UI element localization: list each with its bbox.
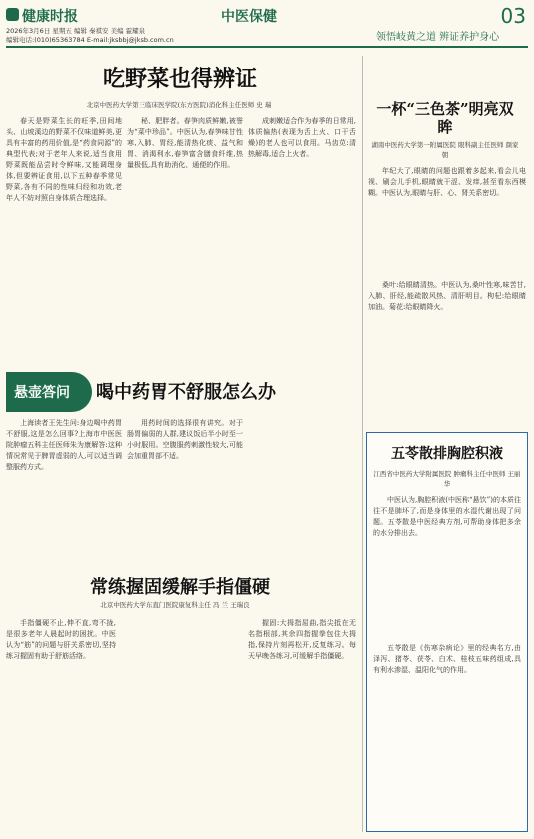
sidebar-top-text: 年纪大了,眼睛的问题也跟着多起来,看会儿电视、刷会儿手机,眼睛就干涩、发痒,甚至看东西模糊。中医认为,眼睛与肝、心、肾关系密切。 xyxy=(368,167,526,197)
contact-line: 编辑电话:(010)65363784 E-mail:jksbbj@jksb.com.cn xyxy=(6,36,174,44)
main-article-col1: 春天是野菜生长的旺季,田间地头、山坡溪边的野菜不仅味道鲜美,更具有丰富的药用价值,是“药食同源”的典型代表;对于老年人来说,适当食用野菜既能品尝时令鲜味,又能调理身体,但要辨证食用,以下五种春季常见野菜,各有不同的性味归经和功效,老年人不妨对照自身体质合理选择。 xyxy=(6,117,122,202)
qa-tag xyxy=(6,372,92,412)
qa-col1: 上海读者王先生问:身边喝中药胃不舒服,这是怎么回事?上海市中医医院肿瘤五科主任医师朱为康解答:这种情况常见于脾胃虚弱的人,可以适当调整服药方式。 xyxy=(6,419,122,471)
qa-tag-label: 悬壶答问 xyxy=(14,385,70,401)
page-number: 03 xyxy=(500,4,526,28)
fitness-byline: 北京中医药大学东直门医院康复科主任 冯 兰 王瑞良 xyxy=(100,601,250,609)
sidebar-bottom-text2: 五苓散是《伤寒杂病论》里的经典名方,由泽泻、猪苓、茯苓、白术、桂枝五味药组成,具有利水渗湿、温阳化气的作用。 xyxy=(373,644,521,674)
section-name: 中医保健 xyxy=(221,9,277,25)
header-rule xyxy=(6,46,528,48)
main-article-byline: 北京中医药大学第三临床医学院(东方医院)消化科主任医师 史 瑞 xyxy=(86,101,272,109)
sidebar-top-byline: 湖南中医药大学第一附属医院 眼科副主任医师 颜家朝 xyxy=(371,141,519,159)
fitness-col1: 手指僵硬不止,伸不直,弯不拢,是很多老年人晨起时的困扰。中医认为“筋”的问题与肝关系密切,坚持练习握固有助于舒筋活络。 xyxy=(6,619,116,660)
main-article-title: 吃野菜也得辨证 xyxy=(102,66,257,92)
sidebar-bottom-title: 五苓散排胸腔积液 xyxy=(391,446,503,462)
main-article-col3: 成刺嫩适合作为春季的日常用,体质偏热(表现为舌上火、口干舌燥)的老人也可以食用。马齿苋:清热解毒,适合上火者。 xyxy=(248,117,356,158)
sidebar-bottom-box xyxy=(366,432,528,832)
date-line: 2026年3月6日 星期五 编辑 秦祺安 美编 霍耀泉 xyxy=(6,27,146,35)
sidebar-bottom-byline: 江西省中医药大学附属医院 肿瘤科主任中医师 王丽华 xyxy=(373,470,521,488)
newspaper-logo xyxy=(6,6,88,24)
qa-col2: 用药时间的选择很有讲究。对于肠胃偏弱的人群,建议饭后半小时至一小时服用。空腹服药刺激性较大,可能会加重胃部不适。 xyxy=(127,419,243,460)
sidebar-top-text2: 桑叶:给眼睛清热。中医认为,桑叶性寒,味苦甘,入肺、肝经,能疏散风热、清肝明目。枸杞:给眼睛加油。菊花:给眼睛降火。 xyxy=(368,281,526,311)
main-article-col2: 秘、肥胖者。春笋肉质鲜嫩,被誉为“菜中珍品”。中医认为,春笋味甘性寒,入肺、胃经,能清热化痰、益气和胃、消渴利水,春笋富含膳食纤维,热量极低,具有助消化、通便的作用。 xyxy=(127,117,243,169)
logo-icon xyxy=(6,8,19,21)
fitness-col2: 握固:大拇指屈曲,指尖抵在无名指根部,其余四指握拳包住大拇指,保持片刻再松开,反复练习。每天早晚各练习,可缓解手指僵硬。 xyxy=(248,619,356,660)
qa-title: 喝中药胃不舒服怎么办 xyxy=(96,382,276,403)
sidebar-bottom-text: 中医认为,胸腔积液(中医称“悬饮”)的本质往往不是肺坏了,而是身体里的水湿代谢出现了问题。五苓散是中医经典方剂,可帮助身体把多余的水分排出去。 xyxy=(373,496,521,537)
slogan: 领悟岐黄之道 辨证养护身心 xyxy=(376,32,500,43)
sidebar-divider xyxy=(362,56,363,832)
sidebar-top-title: 一杯“三色茶”明亮双眸 xyxy=(376,100,514,136)
fitness-title: 常练握固缓解手指僵硬 xyxy=(90,577,270,598)
logo-text: 健康时报 xyxy=(22,9,78,25)
masthead xyxy=(6,6,528,44)
